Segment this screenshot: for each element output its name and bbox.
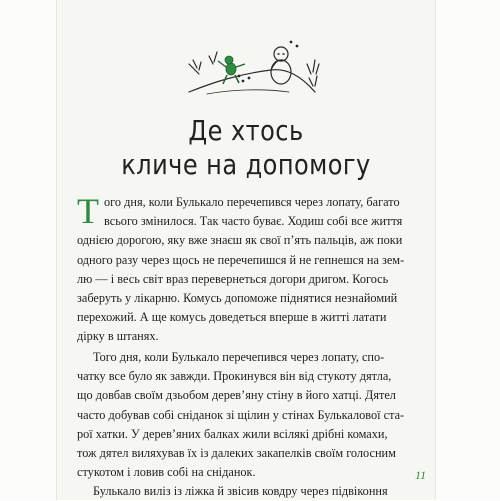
text-line: ого дня, коли Булькало перечепився через лопату, багато <box>104 195 400 209</box>
text-line: часто добував собі сніданок зі щілин у стінах Булькалової ста- <box>77 407 405 422</box>
page-number: 11 <box>415 468 427 482</box>
text-line: лю — і весь світ враз перевернеться догори дригом. Когось <box>77 271 389 286</box>
text-line: дірку в штанях. <box>77 329 159 344</box>
text-line: стукотом і ловив собі на сніданок. <box>77 465 256 480</box>
text-line: Булькало виліз із ліжка й звісив ковдру через підвіконня <box>93 484 388 498</box>
paragraph-1 <box>77 193 417 347</box>
text-line: однією дорогою, яку вже знаєш як свої п’ять пальців, аж поки <box>77 233 403 248</box>
text-line: чатку все було як завжди. Прокинувся він від стукоту дятла, <box>77 369 392 384</box>
chapter-title-line-1: Де хтось <box>188 114 304 147</box>
text-line: всього змінилося. Так часто буває. Ходиш собі все життя <box>104 214 403 229</box>
drop-cap: Т <box>77 191 99 231</box>
text-line: рої хатки. У дерев’яних балках жили всілякі дрібні комахи, <box>77 426 388 441</box>
book-page <box>56 0 436 500</box>
text-line: одного разу через щось не перечепишся й не гепнешся на зем- <box>77 252 405 267</box>
text-line: що довбав своїм дзьобом дерев’яну стіну в його хатці. Дятел <box>77 388 396 403</box>
text-line: Того дня, коли Булькало перечепився через лопату, спо- <box>93 350 385 364</box>
text-line: перехожий. А ще комусь доведеться вперше в житті латати <box>77 310 387 325</box>
text-line: тож дятел виляхував їх із далеких закапелків своїм голосним <box>77 446 396 461</box>
text-line: заберуть у лікарню. Комусь допоможе піднятися незнайомий <box>77 291 398 306</box>
paragraph-3 <box>77 482 417 501</box>
chapter-illustration <box>179 34 329 104</box>
paragraph-2 <box>77 348 417 482</box>
chapter-title-line-2: кличе на допомогу <box>121 148 371 181</box>
